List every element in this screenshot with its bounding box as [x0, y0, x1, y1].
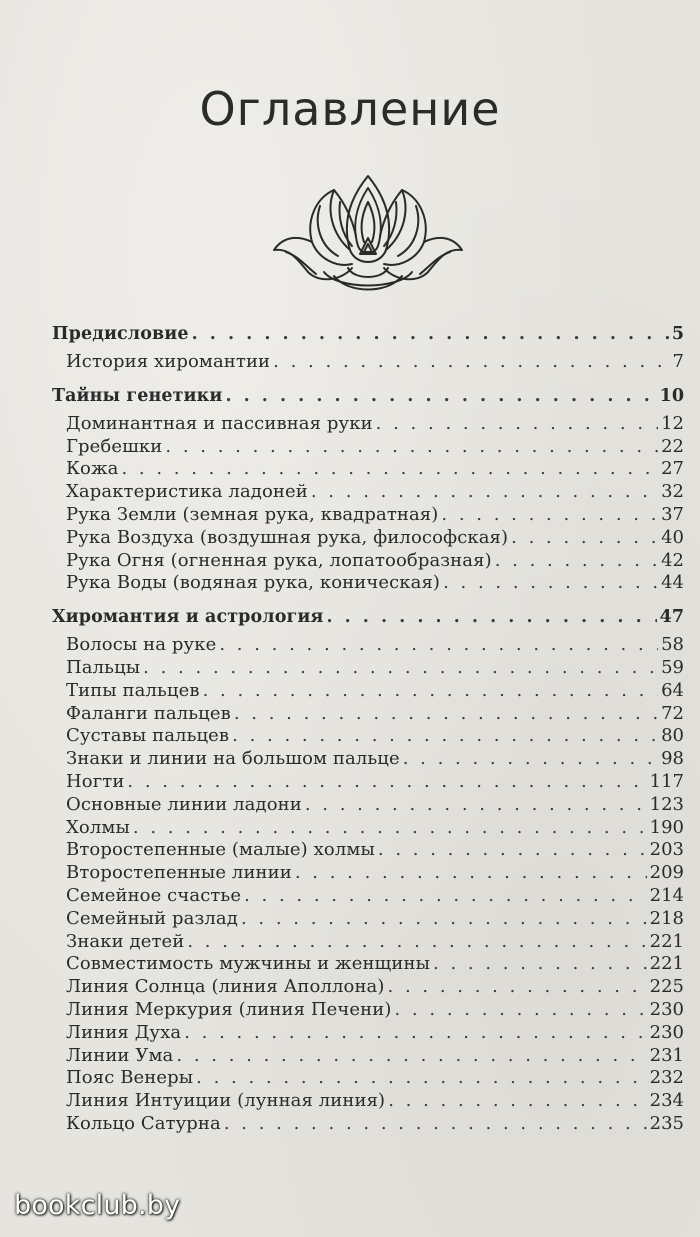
dot-leader — [232, 725, 658, 748]
toc-entry — [52, 725, 684, 748]
toc-section — [52, 322, 684, 374]
toc-entry — [52, 794, 684, 817]
toc-entry — [52, 1045, 684, 1068]
toc-entry — [52, 634, 684, 657]
toc-entry — [52, 1113, 684, 1136]
dot-leader — [394, 999, 646, 1022]
toc-entry-label: Доминантная и пассивная руки — [66, 412, 373, 434]
toc-entry-label: Волосы на руке — [66, 634, 217, 656]
dot-leader — [443, 572, 658, 595]
toc-page-number: 230 — [649, 998, 684, 1020]
toc-page-number: 64 — [661, 679, 684, 701]
dot-leader — [121, 458, 658, 481]
toc-section-heading — [52, 384, 684, 408]
toc-entry-label: Линия Меркурия (линия Печени) — [66, 998, 392, 1020]
toc-entry-label: Линия Духа — [66, 1021, 182, 1043]
toc-entry-label: Холмы — [66, 816, 130, 838]
toc-page-number: 218 — [649, 907, 684, 929]
dot-leader — [133, 817, 647, 840]
toc-page-number: 190 — [649, 816, 684, 838]
toc-page-number: 59 — [661, 656, 684, 678]
toc-entry — [52, 999, 684, 1022]
toc-entry-label: Рука Воды (водяная рука, коническая) — [66, 572, 441, 594]
toc-page-number: 7 — [672, 351, 684, 372]
dot-leader — [203, 680, 659, 703]
dot-leader — [511, 527, 658, 550]
toc-entry — [52, 885, 684, 908]
toc-entry-label: История хиромантии — [66, 351, 271, 372]
toc-entry-label: Второстепенные линии — [66, 862, 292, 884]
dot-leader — [388, 976, 647, 999]
toc-entry-label: Суставы пальцев — [66, 725, 230, 747]
page-title: Оглавление — [199, 82, 501, 136]
toc-entry-label: Семейное счастье — [66, 884, 242, 906]
toc-entry — [52, 839, 684, 862]
toc-entry — [52, 550, 684, 573]
dot-leader — [224, 1113, 647, 1136]
dot-leader — [225, 384, 656, 408]
toc-entry — [52, 748, 684, 771]
toc-entry — [52, 908, 684, 931]
toc-page-number: 214 — [649, 884, 684, 906]
toc-entry — [52, 481, 684, 504]
toc-entry — [52, 413, 684, 436]
toc-entry-label: Совместимость мужчины и женщины — [66, 953, 431, 975]
dot-leader — [441, 504, 658, 527]
dot-leader — [165, 436, 658, 459]
toc-section — [52, 605, 684, 1136]
dot-leader — [495, 550, 658, 573]
toc-page-number: 40 — [661, 526, 684, 548]
dot-leader — [311, 481, 658, 504]
toc-page-number: 37 — [661, 503, 684, 525]
toc-entry-label: Семейный разлад — [66, 907, 238, 929]
toc-page-number: 221 — [649, 930, 684, 952]
toc-entry — [52, 657, 684, 680]
dot-leader — [241, 908, 647, 931]
toc-entry — [52, 527, 684, 550]
toc-entry — [52, 1067, 684, 1090]
dot-leader — [273, 351, 669, 374]
dot-leader — [305, 794, 647, 817]
dot-leader — [143, 657, 658, 680]
toc-page-number: 230 — [649, 1021, 684, 1043]
toc-entry-label: Рука Воздуха (воздушная рука, философская) — [66, 526, 509, 548]
toc-page-number: 98 — [661, 748, 684, 770]
toc-entry-label: Пояс Венеры — [66, 1067, 194, 1089]
toc-entry-label: Тайны генетики — [52, 385, 223, 406]
toc-entry — [52, 504, 684, 527]
dot-leader — [295, 862, 647, 885]
toc-entry — [52, 436, 684, 459]
toc-entry-label: Знаки и линии на большом пальце — [66, 748, 400, 770]
toc-entry-label: Второстепенные (малые) холмы — [66, 839, 375, 861]
toc-entry — [52, 680, 684, 703]
toc-page-number: 80 — [661, 725, 684, 747]
toc-entry-label: Рука Земли (земная рука, квадратная) — [66, 503, 439, 525]
toc-page-number: 22 — [661, 435, 684, 457]
dot-leader — [433, 953, 647, 976]
toc-entry — [52, 817, 684, 840]
toc-page-number: 47 — [659, 607, 684, 628]
toc-page-number: 203 — [649, 839, 684, 861]
toc-entry-label: Предисловие — [52, 324, 189, 344]
dot-leader — [127, 771, 646, 794]
toc-entry-label: Типы пальцев — [66, 679, 200, 701]
toc-page-number: 58 — [661, 634, 684, 656]
watermark: bookclub.by — [14, 1190, 181, 1221]
table-of-contents — [52, 322, 684, 1146]
toc-entry — [52, 862, 684, 885]
toc-page-number: 44 — [661, 572, 684, 594]
toc-entry — [52, 703, 684, 726]
dot-leader — [376, 413, 658, 436]
toc-page-number: 123 — [649, 793, 684, 815]
toc-page-number: 232 — [649, 1067, 684, 1089]
toc-entry-label: Ногти — [66, 770, 125, 792]
toc-entry-label: Знаки детей — [66, 930, 185, 952]
toc-entry-label: Фаланги пальцев — [66, 702, 231, 724]
toc-page-number: 117 — [649, 770, 684, 792]
toc-page-number: 221 — [649, 953, 684, 975]
toc-page-number: 235 — [649, 1112, 684, 1134]
dot-leader — [326, 605, 656, 629]
dot-leader — [176, 1045, 646, 1068]
toc-entry-label: Линии Ума — [66, 1044, 174, 1066]
toc-entry — [52, 976, 684, 999]
toc-entry — [52, 953, 684, 976]
dot-leader — [196, 1067, 646, 1090]
toc-entry — [52, 1022, 684, 1045]
toc-entry-label: Пальцы — [66, 656, 141, 678]
toc-page-number: 225 — [649, 976, 684, 998]
toc-entry-label: Гребешки — [66, 435, 163, 457]
toc-entry-label: Линия Интуиции (лунная линия) — [66, 1090, 386, 1112]
toc-page-number: 32 — [661, 481, 684, 503]
dot-leader — [219, 634, 658, 657]
toc-page-number: 10 — [659, 385, 684, 406]
dot-leader — [184, 1022, 646, 1045]
dot-leader — [388, 1090, 646, 1113]
toc-entry — [52, 351, 684, 374]
toc-entry-label: Хиромантия и астрология — [52, 607, 324, 628]
toc-entry-label: Основные линии ладони — [66, 793, 302, 815]
toc-entry — [52, 458, 684, 481]
toc-section-heading — [52, 605, 684, 629]
toc-entry-label: Кольцо Сатурна — [66, 1112, 221, 1134]
dot-leader — [192, 322, 669, 346]
toc-entry-label: Линия Солнца (линия Аполлона) — [66, 976, 385, 998]
dot-leader — [187, 931, 646, 954]
toc-page-number: 234 — [649, 1090, 684, 1112]
toc-section-heading — [52, 322, 684, 346]
toc-entry — [52, 1090, 684, 1113]
toc-entry — [52, 572, 684, 595]
dot-leader — [403, 748, 658, 771]
toc-page-number: 231 — [649, 1044, 684, 1066]
toc-page-number: 5 — [671, 324, 684, 344]
toc-page-number: 12 — [661, 412, 684, 434]
toc-entry-label: Кожа — [66, 458, 119, 480]
toc-page-number: 27 — [661, 458, 684, 480]
toc-section — [52, 384, 684, 595]
dot-leader — [378, 839, 647, 862]
toc-page-number: 72 — [661, 702, 684, 724]
dot-leader — [234, 703, 658, 726]
toc-entry — [52, 931, 684, 954]
toc-entry — [52, 771, 684, 794]
dot-leader — [244, 885, 647, 908]
toc-page-number: 209 — [649, 862, 684, 884]
toc-entry-label: Характеристика ладоней — [66, 481, 308, 503]
toc-page-number: 42 — [661, 549, 684, 571]
lotus-ornament-icon — [268, 168, 468, 298]
toc-entry-label: Рука Огня (огненная рука, лопатообразная) — [66, 549, 492, 571]
